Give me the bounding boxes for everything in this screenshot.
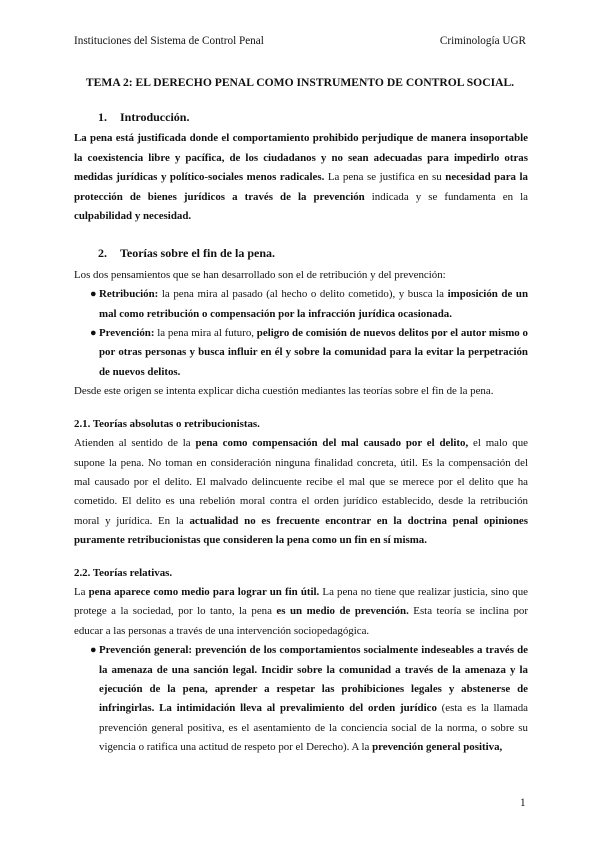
header-course-title: Instituciones del Sistema de Control Penal (74, 35, 264, 47)
text: (esta es la llamada prevención general positiva, es el asentamiento de la conciencia social de la norma, o sobre su vigencia o ratifica una actitud de respeto por el Derecho). A la (99, 702, 528, 754)
bold-text: necesidad para la protección de bienes jurídicos a través de la prevención (74, 171, 528, 203)
bold-text: Prevención: (99, 327, 155, 340)
section-1-heading (98, 108, 528, 127)
text: Esta teoría se inclina por educar a las personas a través de una intervención sociopedagógica. (74, 605, 528, 637)
page-number: 1 (520, 797, 526, 809)
bold-text: peligro de comisión de nuevos delitos por el autor mismo o por otras personas y busca influir en él y sobre la comunidad para la evitar la perpetración de nuevos delitos. (99, 327, 528, 378)
bold-text: La pena está justificada donde el comportamiento prohibido perjudique de manera insoportable la coexistencia libre y pacífica, de los ciudadanos y no sean adecuadas para impedirlo otras medidas jurídicas y político-sociales menos radicales. (74, 132, 528, 184)
section-2-title: Teorías sobre el fin de la pena. (120, 246, 276, 261)
bullet-retribucion (74, 285, 528, 324)
bullet-icon: ● (90, 327, 97, 340)
section-2-outro: Desde este origen se intenta explicar dicha cuestión mediantes las teorías sobre el fin de la pena. (74, 385, 494, 398)
bold-text: imposición de un mal como retribución o compensación por la infracción jurídica ocasionada. (99, 288, 528, 320)
section-1-paragraph (74, 129, 528, 226)
section-1-title: Introducción. (120, 110, 190, 124)
text: Atienden al sentido de la (74, 437, 196, 450)
text: el malo que supone la pena. No toman en consideración ninguna finalidad concreta, útil. Es la compensación del mal causado por el delito. El malvado delincuente recibe el mal que se merece por el delito que ha cometido. El delito es una rebelión moral contra el orden jurídico establecido, desde la retribución moral y jurídica. En la (74, 437, 529, 527)
section-2-heading (98, 244, 528, 263)
section-2-number: 2. (98, 246, 107, 261)
bold-text: es un medio de prevención. (276, 605, 409, 618)
header-institution: Criminología UGR (439, 35, 526, 47)
text: La pena no tiene que realizar justicia, sino que protege a la sociedad, por lo tanto, la pena (74, 585, 528, 618)
section-2-2-heading: 2.2. Teorías relativas. (74, 566, 173, 579)
document-body (74, 108, 528, 758)
bold-text: actualidad no es frecuente encontrar en la doctrina penal opiniones puramente retribucionistas que consideren la pena como un fin en sí misma. (74, 514, 528, 547)
bullet-prevencion-general (74, 641, 528, 757)
bold-text: culpabilidad y necesidad. (74, 210, 192, 223)
bullet-prevencion (74, 324, 528, 382)
text: La pena se justifica en su (324, 171, 446, 184)
bold-text: Prevención general: prevención de los comportamientos socialmente indeseables a través de la amenaza de una sanción legal. Incidir sobre la comunidad a través de la amenaza y la ejecución de la pena, aprender a respetar las prohibiciones legales y abstenerse de infringirlas. La intimidación lleva al prevalimiento del orden jurídico (99, 644, 528, 715)
section-2-2-paragraph (74, 583, 528, 641)
bold-text: prevención general positiva, (372, 741, 503, 754)
bullet-icon: ● (90, 288, 97, 301)
section-1-number: 1. (98, 110, 107, 124)
section-2-1-heading: 2.1. Teorías absolutas o retribucionistas. (74, 417, 260, 430)
text: La (74, 585, 89, 598)
bold-text: pena como compensación del mal causado por el delito, (195, 437, 469, 450)
text: la pena mira al pasado (al hecho o delito cometido), y busca la (158, 288, 448, 301)
section-2-1-paragraph (74, 434, 528, 550)
bold-text: pena aparece como medio para lograr un fin útil. (88, 585, 320, 598)
text: indicada y se fundamenta en la (364, 190, 528, 203)
bold-text: Retribución: (99, 288, 159, 301)
section-2-intro: Los dos pensamientos que se han desarrollado son el de retribución y del prevención: (74, 268, 446, 281)
bullet-icon: ● (90, 644, 97, 657)
text: la pena mira al futuro, (154, 327, 257, 340)
document-title: TEMA 2: EL DERECHO PENAL COMO INSTRUMENTO DE CONTROL SOCIAL. (85, 76, 515, 89)
